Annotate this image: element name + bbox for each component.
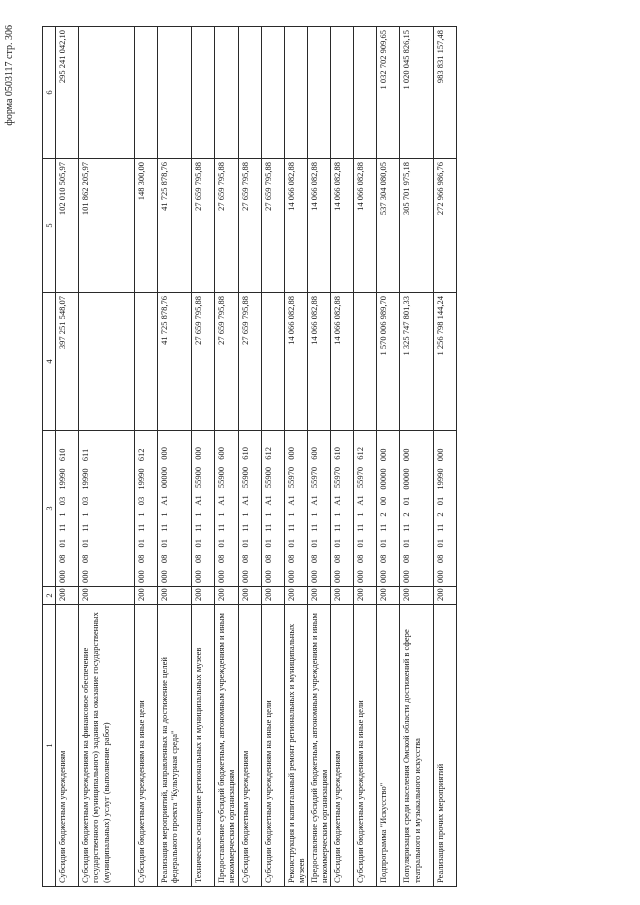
row-line-code: 200 — [238, 587, 261, 605]
row-col4: 27 659 795,88 — [215, 293, 238, 431]
row-kbk: 000 08 01 11 2 01 00000 000 — [400, 431, 434, 587]
table-row — [354, 27, 377, 887]
row-col4: 397 251 548,07 — [56, 293, 79, 431]
row-col6 — [307, 27, 330, 159]
row-col6 — [215, 27, 238, 159]
row-col6: 295 241 042,10 — [56, 27, 79, 159]
row-kbk: 000 08 01 11 1 A1 00000 000 — [158, 431, 192, 587]
row-col4: 41 725 878,76 — [158, 293, 192, 431]
row-col5: 305 701 975,18 — [400, 159, 434, 293]
row-col6 — [354, 27, 377, 159]
row-line-code: 200 — [215, 587, 238, 605]
row-col5: 14 066 082,88 — [307, 159, 330, 293]
row-name: Реализация мероприятий, направленных на достижение целей федерального проекта "Культурная среда" — [158, 605, 192, 887]
table-row — [377, 27, 400, 887]
row-kbk: 000 08 01 11 1 A1 55900 612 — [261, 431, 284, 587]
row-kbk: 000 08 01 11 1 A1 55970 610 — [331, 431, 354, 587]
table-row — [238, 27, 261, 887]
col-header-4: 4 — [43, 293, 56, 431]
row-col5: 14 066 082,88 — [354, 159, 377, 293]
row-col4: 1 570 006 989,70 — [377, 293, 400, 431]
table-row — [79, 27, 135, 887]
row-col5: 14 066 082,88 — [284, 159, 307, 293]
row-col5: 101 862 205,97 — [79, 159, 135, 293]
row-name: Субсидии бюджетным учреждениям на иные цели — [135, 605, 158, 887]
row-col6 — [238, 27, 261, 159]
row-col6 — [192, 27, 215, 159]
row-kbk: 000 08 01 11 1 A1 55900 000 — [192, 431, 215, 587]
row-col4: 27 659 795,88 — [192, 293, 215, 431]
row-line-code: 200 — [377, 587, 400, 605]
header-row — [43, 27, 56, 887]
table-row — [261, 27, 284, 887]
col-header-5: 5 — [43, 159, 56, 293]
row-line-code: 200 — [158, 587, 192, 605]
row-col5: 14 066 082,88 — [331, 159, 354, 293]
row-col4 — [79, 293, 135, 431]
row-col5: 27 659 795,88 — [238, 159, 261, 293]
row-col5: 102 010 505,97 — [56, 159, 79, 293]
table-row — [434, 27, 457, 887]
row-line-code: 200 — [192, 587, 215, 605]
row-col4: 14 066 082,88 — [284, 293, 307, 431]
row-name: Техническое оснащение региональных и муниципальных музеев — [192, 605, 215, 887]
table-row — [284, 27, 307, 887]
row-col5: 27 659 795,88 — [192, 159, 215, 293]
col-header-3: 3 — [43, 431, 56, 587]
col-header-6: 6 — [43, 27, 56, 159]
row-name: Субсидии бюджетным учреждениям на финансовое обеспечение государственного (муниципального) задания на оказание государственных (муниципальных) услуг (выполнение работ) — [79, 605, 135, 887]
row-name: Субсидии бюджетным учреждениям — [238, 605, 261, 887]
row-col6 — [158, 27, 192, 159]
row-col6 — [79, 27, 135, 159]
row-kbk: 000 08 01 11 1 03 19990 611 — [79, 431, 135, 587]
col-header-2: 2 — [43, 587, 56, 605]
row-name: Субсидии бюджетным учреждениям на иные цели — [261, 605, 284, 887]
row-col6 — [284, 27, 307, 159]
row-col4 — [261, 293, 284, 431]
row-kbk: 000 08 01 11 1 03 19990 612 — [135, 431, 158, 587]
row-name: Популяризация среди населения Омской области достижений в сфере театрального и музыкального искусства — [400, 605, 434, 887]
row-kbk: 000 08 01 11 2 01 19990 000 — [434, 431, 457, 587]
col-header-1: 1 — [43, 605, 56, 887]
row-line-code: 200 — [331, 587, 354, 605]
row-col5: 41 725 878,76 — [158, 159, 192, 293]
row-line-code: 200 — [56, 587, 79, 605]
row-name: Субсидии бюджетным учреждениям — [56, 605, 79, 887]
row-col4 — [135, 293, 158, 431]
row-name: Предоставление субсидий бюджетным, автономным учреждениям и иным некоммерческим организациям — [307, 605, 330, 887]
table-row — [215, 27, 238, 887]
row-name: Субсидии бюджетным учреждениям — [331, 605, 354, 887]
table-row — [331, 27, 354, 887]
row-kbk: 000 08 01 11 2 00 00000 000 — [377, 431, 400, 587]
row-col6 — [331, 27, 354, 159]
table-row — [400, 27, 434, 887]
row-col6 — [261, 27, 284, 159]
row-col5: 148 300,00 — [135, 159, 158, 293]
row-kbk: 000 08 01 11 1 A1 55970 612 — [354, 431, 377, 587]
row-col5: 537 304 080,05 — [377, 159, 400, 293]
row-line-code: 200 — [284, 587, 307, 605]
row-col4: 14 066 082,88 — [307, 293, 330, 431]
row-col4 — [354, 293, 377, 431]
row-col6: 1 020 045 826,15 — [400, 27, 434, 159]
row-name: Реконструкция и капитальный ремонт региональных и муниципальных музеев — [284, 605, 307, 887]
budget-table — [42, 26, 457, 887]
row-kbk: 000 08 01 11 1 A1 55900 610 — [238, 431, 261, 587]
row-col4: 1 325 747 801,33 — [400, 293, 434, 431]
row-kbk: 000 08 01 11 1 A1 55970 600 — [307, 431, 330, 587]
row-name: Подпрограмма "Искусство" — [377, 605, 400, 887]
row-col5: 27 659 795,88 — [215, 159, 238, 293]
table-row — [307, 27, 330, 887]
form-note: форма 0503117 стр. 306 — [4, 25, 15, 126]
row-line-code: 200 — [354, 587, 377, 605]
table-row — [135, 27, 158, 887]
row-col5: 272 966 986,76 — [434, 159, 457, 293]
row-col4: 14 066 082,88 — [331, 293, 354, 431]
row-kbk: 000 08 01 11 1 03 19990 610 — [56, 431, 79, 587]
row-kbk: 000 08 01 11 1 A1 55900 600 — [215, 431, 238, 587]
row-line-code: 200 — [135, 587, 158, 605]
row-line-code: 200 — [400, 587, 434, 605]
row-col4: 27 659 795,88 — [238, 293, 261, 431]
row-name: Предоставление субсидий бюджетным, автономным учреждениям и иным некоммерческим организациям — [215, 605, 238, 887]
row-col4: 1 256 798 144,24 — [434, 293, 457, 431]
table-row — [192, 27, 215, 887]
row-line-code: 200 — [261, 587, 284, 605]
row-col5: 27 659 795,88 — [261, 159, 284, 293]
row-line-code: 200 — [79, 587, 135, 605]
table-row — [56, 27, 79, 887]
row-line-code: 200 — [307, 587, 330, 605]
row-kbk: 000 08 01 11 1 A1 55970 000 — [284, 431, 307, 587]
row-name: Реализация прочих мероприятий — [434, 605, 457, 887]
row-col6 — [135, 27, 158, 159]
row-col6: 1 032 702 909,65 — [377, 27, 400, 159]
row-col6: 983 831 157,48 — [434, 27, 457, 159]
row-line-code: 200 — [434, 587, 457, 605]
row-name: Субсидии бюджетным учреждениям на иные цели — [354, 605, 377, 887]
table-row — [158, 27, 192, 887]
